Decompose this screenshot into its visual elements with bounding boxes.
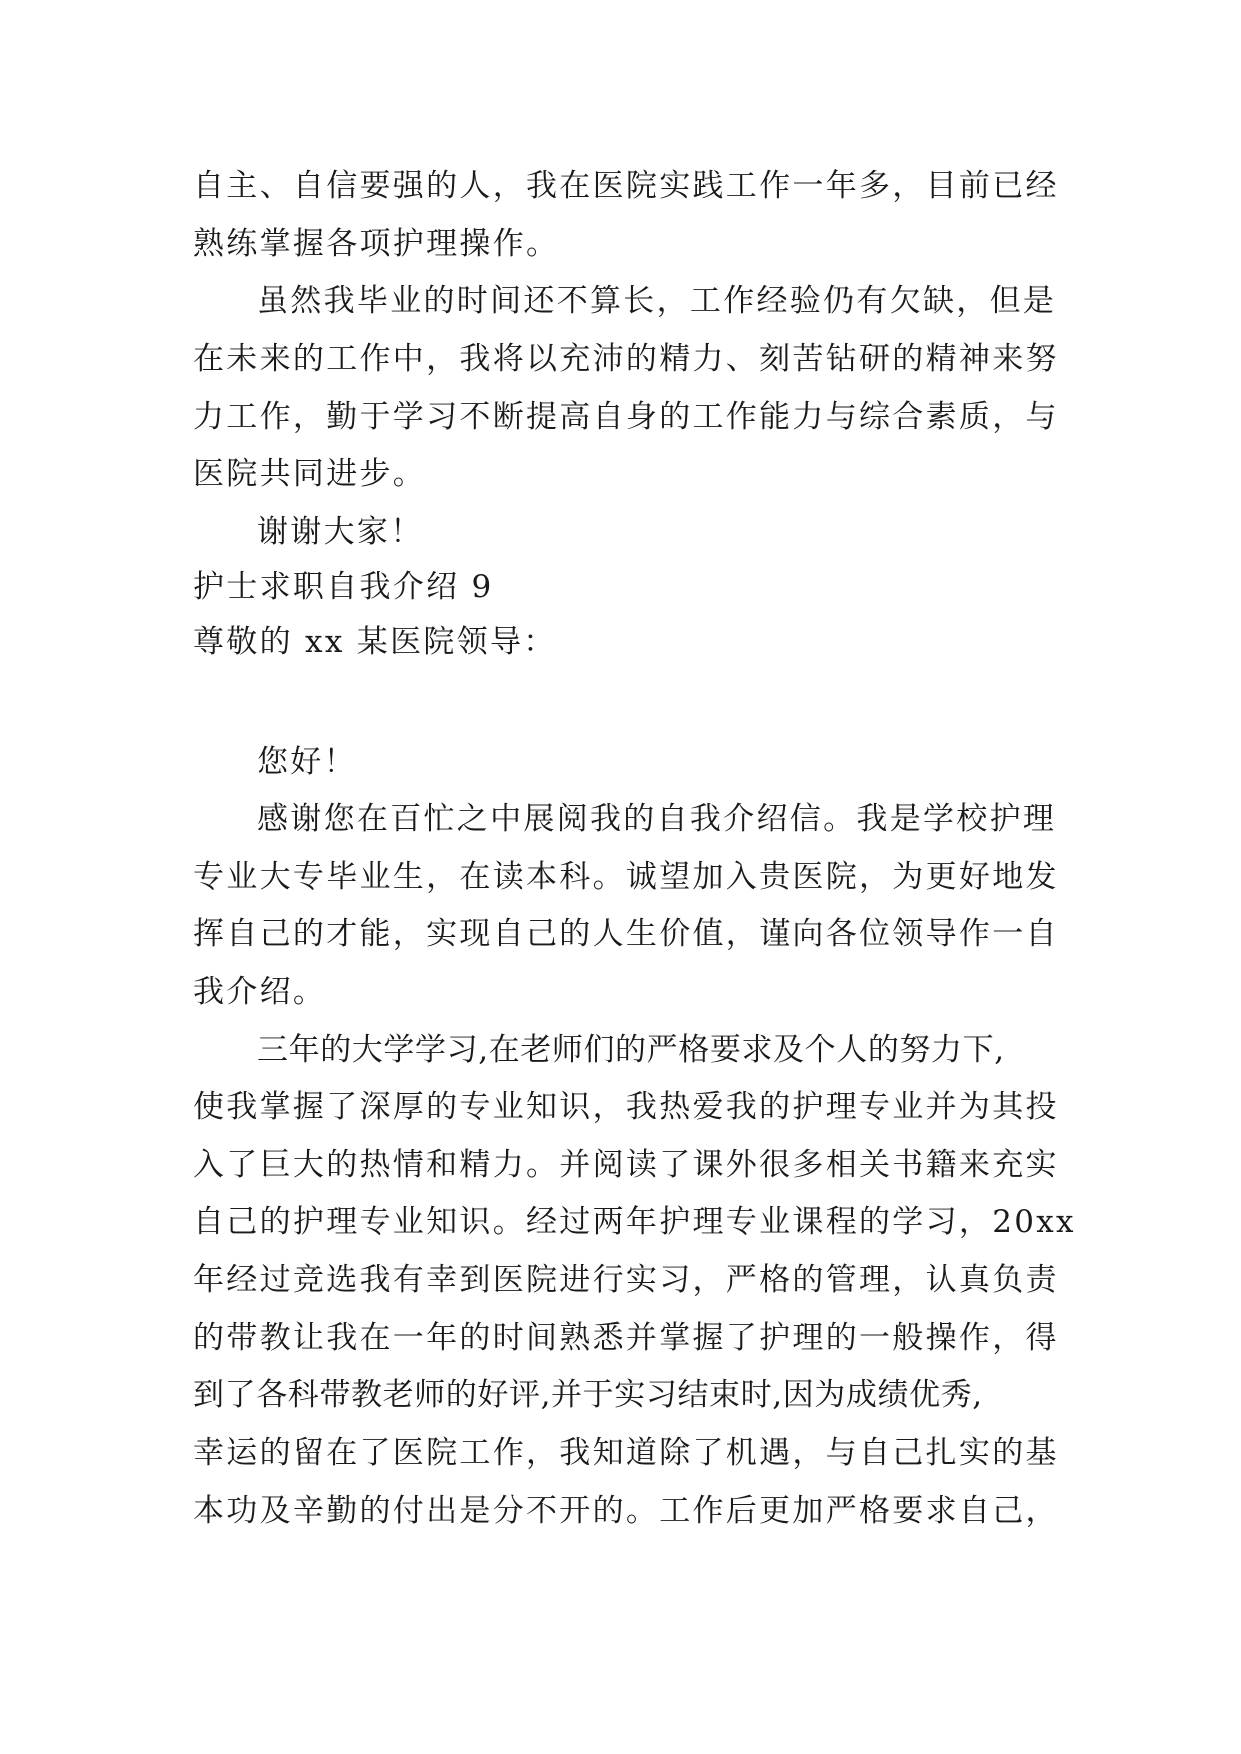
paragraph-line: 自己的护理专业知识。经过两年护理专业课程的学习，20xx	[193, 1204, 1076, 1240]
paragraph-line: 感谢您在百忙之中展阅我的自我介绍信。我是学校护理	[257, 801, 1057, 837]
paragraph-line: 自主、自信要强的人，我在医院实践工作一年多，目前已经	[193, 168, 1059, 204]
paragraph-line: 医院共同进步。	[193, 456, 427, 492]
section-heading: 护士求职自我介绍 9	[193, 569, 494, 605]
paragraph-line: 入了巨大的热情和精力。并阅读了课外很多相关书籍来充实	[193, 1147, 1059, 1183]
paragraph-line: 到了各科带教老师的好评,并于实习结束时,因为成绩优秀,	[193, 1377, 983, 1413]
greeting: 您好！	[257, 744, 357, 780]
salutation: 尊敬的 xx 某医院领导：	[193, 624, 557, 660]
paragraph-line: 本功及辛勤的付出是分不开的。工作后更加严格要求自己，	[193, 1493, 1059, 1529]
paragraph-line: 幸运的留在了医院工作，我知道除了机遇，与自己扎实的基	[193, 1435, 1059, 1471]
paragraph-line: 挥自己的才能，实现自己的人生价值，谨向各位领导作一自	[193, 916, 1059, 952]
paragraph-line: 专业大专毕业生，在读本科。诚望加入贵医院，为更好地发	[193, 859, 1059, 895]
paragraph-line: 三年的大学学习,在老师们的严格要求及个人的努力下,	[257, 1032, 1005, 1068]
paragraph-line: 力工作，勤于学习不断提高自身的工作能力与综合素质，与	[193, 399, 1059, 435]
paragraph-line: 年经过竞选我有幸到医院进行实习，严格的管理，认真负责	[193, 1262, 1059, 1298]
paragraph-line: 的带教让我在一年的时间熟悉并掌握了护理的一般操作，得	[193, 1320, 1059, 1356]
paragraph-line: 我介绍。	[193, 974, 327, 1010]
paragraph-line: 使我掌握了深厚的专业知识，我热爱我的护理专业并为其投	[193, 1089, 1059, 1125]
paragraph-line: 虽然我毕业的时间还不算长，工作经验仍有欠缺，但是	[257, 283, 1057, 319]
closing-line: 谢谢大家！	[257, 514, 424, 550]
paragraph-line: 熟练掌握各项护理操作。	[193, 226, 560, 262]
paragraph-line: 在未来的工作中，我将以充沛的精力、刻苦钻研的精神来努	[193, 341, 1059, 377]
